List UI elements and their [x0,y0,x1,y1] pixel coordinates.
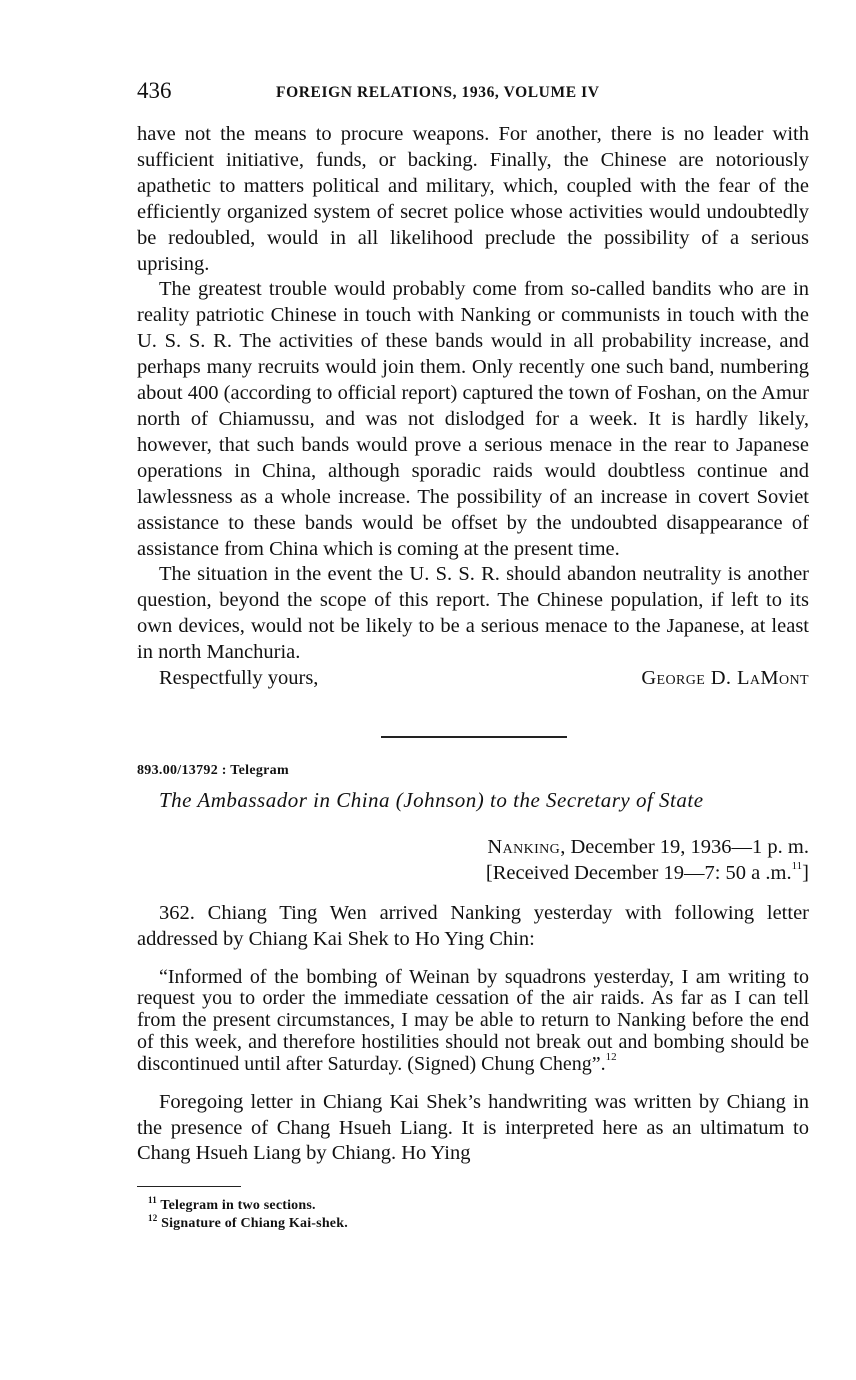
footnotes [137,1194,809,1233]
telegram-opening: 362. Chiang Ting Wen arrived Nanking yesterday with following letter addressed by Chiang Kai Shek to Ho Ying Chin: [137,901,809,950]
received-date: [Received December 19—7: 50 a .m. [485,861,792,884]
footnote-11 [148,1194,809,1215]
signature-block [137,666,809,692]
footnote-text: Signature of Chiang Kai-shek. [161,1216,348,1232]
sent-date: , December 19, 1936—1 p. m. [560,836,809,859]
received-bracket: ] [802,861,809,884]
running-header [137,78,809,110]
footnote-12 [148,1212,809,1233]
report-paragraph-1: have not the means to procure weapons. For another, there is no leader with sufficient initiative, funds, or backing. Finally, the Chinese are notoriously apathetic to matters political and military, which, coupled with the fear of the efficiently organized system of secret police whose activities would undoubtedly be redoubled, would in all likelihood preclude the possibility of a serious uprising. [137,123,809,275]
quoted-letter-text: “Informed of the bombing of Weinan by squadrons yesterday, I am writing to request you to order the immediate cessation of the air raids. As far as I can tell from the present circumstances, I may be able to return to Nanking before the end of this week, and therefore hostilities should not break out and bombing should be discontinued until after Saturday. (Signed) Chung Cheng”. [137,965,809,1075]
footnote-text: Telegram in two sections. [160,1198,316,1214]
footnote-ref-12[interactable]: 12 [605,1051,617,1064]
place-name: Nanking [487,836,561,859]
sent-line [137,835,809,861]
footnote-marker: 12 [148,1212,158,1223]
telegram-title: The Ambassador in China (Johnson) to the Secretary of State [159,788,704,813]
page-number: 436 [137,78,172,103]
document-page [137,78,809,1233]
footnote-marker: 11 [148,1194,157,1205]
report-paragraph-3: The situation in the event the U. S. S. R. should abandon neutrality is another question, beyond the scope of this report. The Chinese population, if left to its own devices, would not be likely to be a serious menace to the Japanese, at least in north Manchuria. [137,563,809,664]
footnote-divider [137,1186,241,1187]
quoted-letter [137,967,809,1076]
telegram-continuation: Foregoing letter in Chiang Kai Shek’s handwriting was written by Chiang in the presence of Chang Hsueh Liang. It is interpreted here as an ultimatum to Chang Hsueh Liang by Chiang. Ho Ying [137,1090,809,1165]
section-divider [381,736,567,738]
file-reference: 893.00/13792 : Telegram [137,763,289,779]
running-title: FOREIGN RELATIONS, 1936, VOLUME IV [276,84,600,101]
report-signature: George D. LaMont [641,667,809,690]
telegram-dateline [137,835,809,887]
received-line [137,861,809,887]
footnote-ref-11[interactable]: 11 [791,860,803,873]
report-paragraph-2: The greatest trouble would probably come from so-called bandits who are in reality patriotic Chinese in touch with Nanking or communists in touch with the U. S. S. R. The activities of these bands would in all probability increase, and perhaps many recruits would join them. Only recently one such band, numbering about 400 (according to official report) captured the town of Foshan, on the Amur north of Chiamussu, and was not dislodged for a week. It is hardly likely, however, that such bands would prove a serious menace in the rear to Japanese operations in China, although sporadic raids would doubtless continue and lawlessness as a whole increase. The possibility of an increase in covert Soviet assistance to these bands would be offset by the undoubted disappearance of assistance from China which is coming at the present time. [137,278,809,560]
complimentary-closing: Respectfully yours, [159,667,319,690]
